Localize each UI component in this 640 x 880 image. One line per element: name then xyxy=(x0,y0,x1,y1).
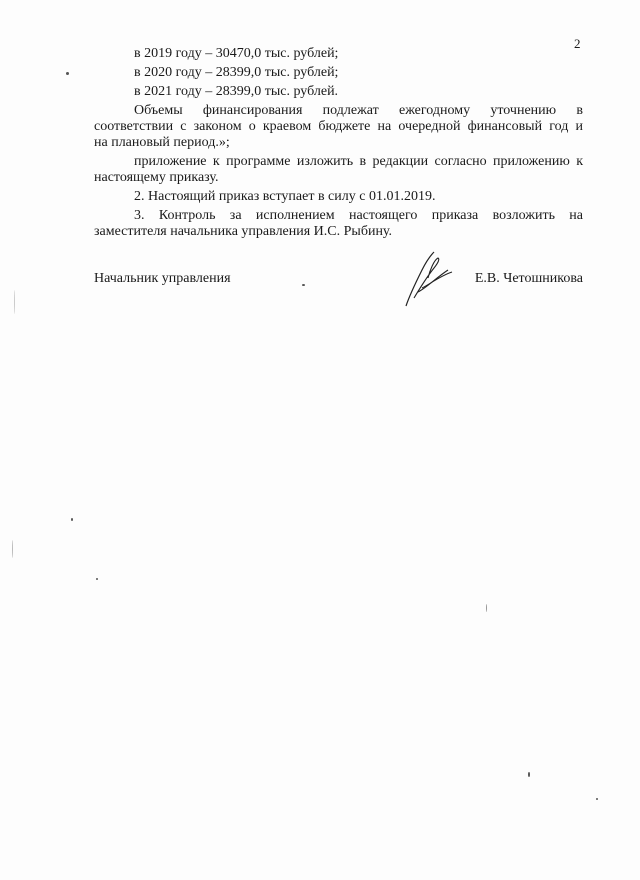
scan-speck xyxy=(302,284,305,286)
signature-block xyxy=(94,268,583,318)
paragraph-annex-line-1: приложение к программе изложить в редакции согласно приложению к xyxy=(134,154,583,169)
scan-speck xyxy=(528,772,530,777)
scan-speck xyxy=(66,72,69,75)
paragraph-funding-line-3: на плановый период.»; xyxy=(94,135,230,150)
funding-2021-line: в 2021 году – 28399,0 тыс. рублей. xyxy=(134,84,339,99)
page-number: 2 xyxy=(574,36,581,51)
funding-2019-line: в 2019 году – 30470,0 тыс. рублей; xyxy=(134,46,339,61)
scan-speck xyxy=(71,518,73,521)
paragraph-funding-line-1: Объемы финансирования подлежат ежегодному уточнению в xyxy=(134,103,583,118)
paragraph-annex-line-2: настоящему приказу. xyxy=(94,170,219,185)
signatory-title: Начальник управления xyxy=(94,271,231,286)
paragraph-control-line-1: 3. Контроль за исполнением настоящего приказа возложить на xyxy=(134,208,583,223)
scan-speck xyxy=(96,578,98,580)
handwritten-signature xyxy=(400,248,460,310)
scan-speck xyxy=(14,290,15,314)
paragraph-funding-line-2: соответствии с законом о краевом бюджете на очередной финансовый год и xyxy=(94,119,583,134)
funding-2020-line: в 2020 году – 28399,0 тыс. рублей; xyxy=(134,65,339,80)
scan-speck xyxy=(596,798,598,800)
scan-speck xyxy=(12,540,13,558)
scan-speck xyxy=(486,604,487,612)
paragraph-effective-date: 2. Настоящий приказ вступает в силу с 01.01.2019. xyxy=(134,189,436,204)
signatory-name: Е.В. Четошникова xyxy=(474,271,583,286)
paragraph-control-line-2: заместителя начальника управления И.С. Рыбину. xyxy=(94,224,393,239)
